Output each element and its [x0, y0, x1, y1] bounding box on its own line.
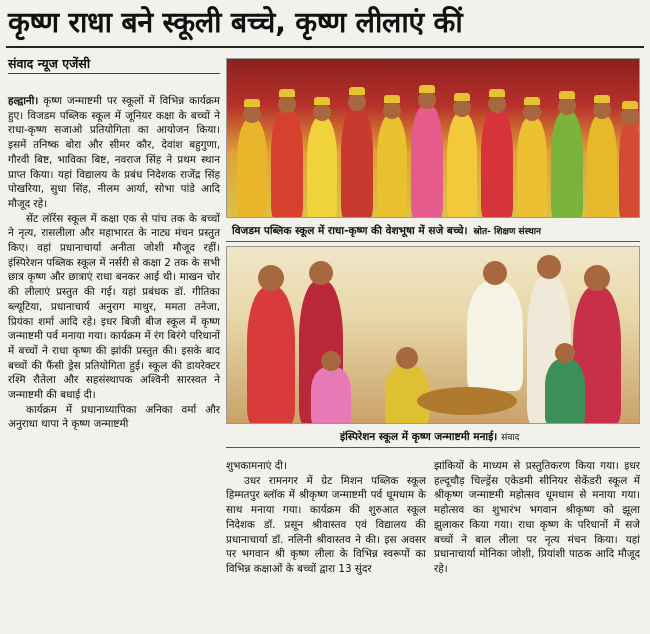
column2-para1: शुभकामनाएं दी। [226, 460, 287, 472]
byline-rule [8, 73, 220, 74]
column1-para3: कार्यक्रम में प्रधानाध्यापिका अनिका वर्मा और अनुराधा थापा ने कृष्ण जन्माष्टमी [8, 403, 220, 431]
photo2-caption [340, 430, 519, 444]
photo2-source: संवाद [501, 433, 520, 443]
byline: संवाद न्यूज एजेंसी [8, 56, 91, 71]
headline: कृष्ण राधा बने स्कूली बच्चे, कृष्ण लीलाएं कीं [8, 6, 463, 39]
column3-para1: झांकियों के माध्यम से प्रस्तुतिकरण किया गया। इधर हल्दूचौड़ चिल्ड्रेंस एकेडमी सीनियर सेकेंडरी स्कूल में श्रीकृष्ण जन्माष्टमी महोत्सव धूमधाम से मनाया गया। महोत्सव का शुभारंभ भगवान श्रीकृष्ण को झूला झुलाकर किया गया। राधा कृष्ण के परिधानों में सजे बच्चों ने बाल लीला पर नृत्य मंचन किया। यहां प्रधानाचार्या मोनिका जोशी, प्रियांशी पाठक आदि मौजूद रहे। [434, 460, 640, 575]
column1-para1-text: कृष्ण जन्माष्टमी पर स्कूलों में विभिन्न कार्यक्रम हुए। विजडम पब्लिक स्कूल में जूनियर कक्षा के बच्चों ने राधा-कृष्ण सजाओ प्रतियोगिता का आयोजन किया। इसमें तनिष्क बोरा और सीमर कौर, देवांश बहुगुणा, गौरवी बिष्ट, भाविका बिष्ट, नवराज सिंह ने प्रथम स्थान प्राप्त किया। यहां विद्यालय के प्रबंध निदेशक राजेंद्र सिंह पोखरिया, सुधा सिंह, नीलम आर्या, सोभा पांडे आदि मौजूद रहे। [8, 95, 220, 210]
photo1-caption [232, 224, 541, 238]
dateline: हल्द्वानी। [8, 95, 39, 107]
article-column-1 [8, 94, 220, 432]
column2-para2: उधर रामनगर में ग्रेट मिशन पब्लिक स्कूल हिम्मतपुर ब्लॉक में श्रीकृष्ण जन्माष्टमी पर्व धूमधाम के साथ मनाया गया। कार्यक्रम की शुरुआत स्कूल निदेशक डॉ. प्रसून श्रीवास्तव एवं विद्यालय की प्रधानाचार्या डॉ. नलिनी श्रीवास्तव ने की। इस अवसर पर भगवान श्री कृष्ण लीला के विभिन्न स्वरूपों का विभिन्न कक्षाओं के बच्चों द्वारा 13 सुंदर [226, 474, 426, 575]
photo-wisdom-school-children [226, 58, 640, 218]
photo1-caption-text: विजडम पब्लिक स्कूल में राधा-कृष्ण की वेशभूषा में सजे बच्चे। [232, 225, 468, 237]
article-column-3 [434, 459, 640, 577]
headline-rule [6, 46, 644, 48]
column1-para2: सेंट लॉरेंस स्कूल में कक्षा एक से पांच तक के बच्चों ने नृत्य, रासलीला और महाभारत के नाट्य मंचन प्रस्तुत किए। वहां प्रधानाचार्या अनीता जोशी मौजूद रहीं। इंस्पिरेशन पब्लिक स्कूल में नर्सरी से कक्षा 2 तक के सभी छात्र कृष्ण और छात्राएं राधा बनकर आई थी। माखन चोर की लीलाएं प्रस्तुत की गई। यहां प्रबंधक डॉ. गीतिका ब्ल्यूटिया, प्रधानाचार्य अनुराग माथुर, ममता तनेजा, प्रियंका शर्मा आदि रहे। इधर बिजी बीज स्कूल में कृष्ण जन्माष्टमी पर्व मनाया गया। कार्यक्रम में रंग बिरंगे परिधानों में बच्चों ने राधा कृष्ण की झांकी प्रस्तुत की। इसके बाद बच्चों की फैंसी ड्रेस प्रतियोगिता हुई। स्कूल की डायरेक्टर रश्मि रौतेला और सहसंस्थापक अश्विनी सारस्वत ने जन्माष्टमी की बधाई दी। [8, 212, 220, 402]
column1-para1 [8, 94, 220, 212]
photo1-source: स्रोत- शिक्षण संस्थान [473, 227, 542, 237]
photo-inspiration-school-celebration [226, 246, 640, 424]
article-column-2 [226, 459, 426, 577]
caption1-rule [226, 241, 640, 242]
caption2-rule [226, 447, 640, 448]
photo2-caption-text: इंस्पिरेशन स्कूल में कृष्ण जन्माष्टमी मनाई। [340, 431, 498, 443]
